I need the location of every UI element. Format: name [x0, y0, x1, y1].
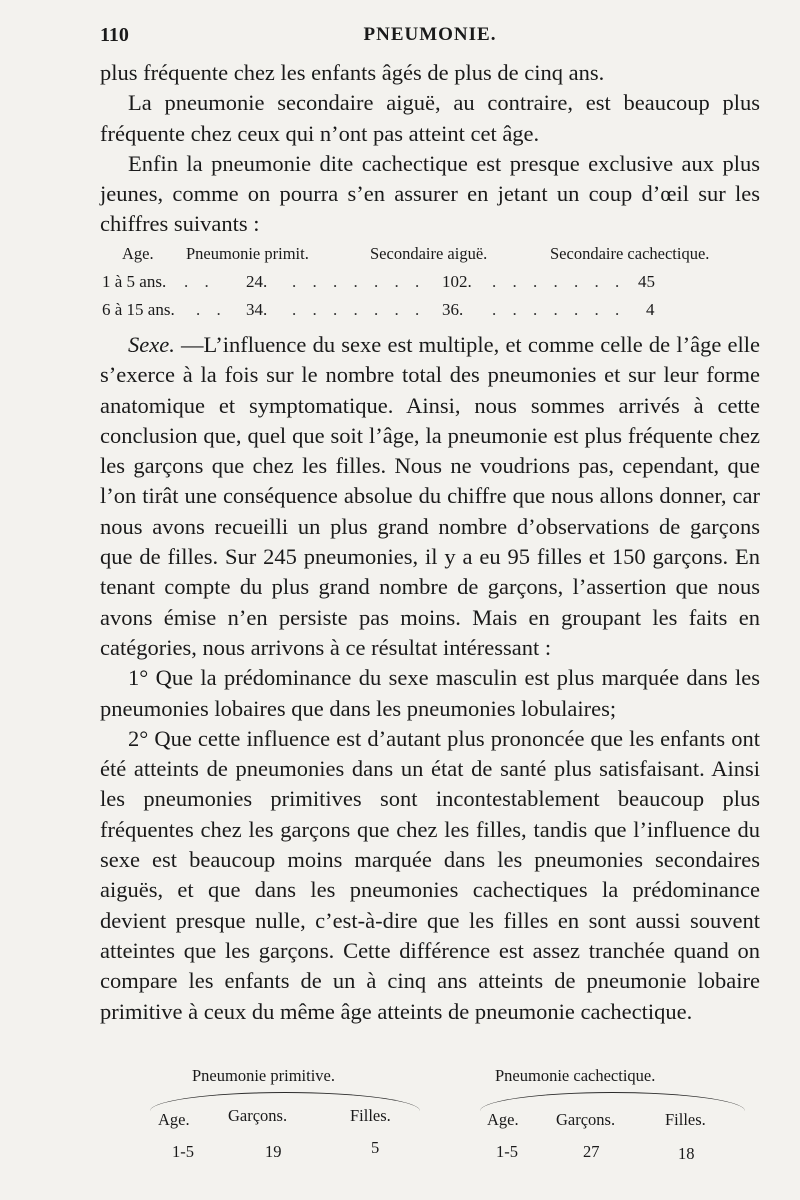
text-block-top [100, 58, 760, 240]
row-age: 1 à 5 ans. [102, 272, 167, 291]
paragraph-cachectique: Enfin la pneumonie dite cachectique est presque exclusive aux plus jeunes, comme on pourra s’en assurer en jetant un coup d’œil sur les chiffres suivants : [100, 150, 760, 237]
age-table [100, 240, 760, 324]
left-header-garcons: Garçons. [228, 1106, 288, 1125]
row-cachect: 4 [646, 300, 655, 319]
sexe-text: —L’influence du sexe est multiple, et comme celle de l’âge elle s’exerce à la fois sur le nombre total des pneumonies et sur leur forme anatomique et symptomatique. Ainsi, nous sommes arrivés à cette conclusion que, quel que soit l’âge, la pneumonie est plus fréquente chez les garçons que chez les filles. Nous ne voudrions pas, cependant, que l’on tirât une conséquence absolue du chiffre que nous allons donner, car nous avons recueilli un plus grand nombre d’observations de garçons que de filles. Sur 245 pneumonies, il y a eu 95 filles et 150 garçons. En tenant compte du plus grand nombre de garçons, l’assertion que nous avons émise n’en persiste pas moins. Mais en groupant les faits en catégories, nous arrivons à ce résultat intéressant : [100, 332, 760, 660]
table-row [100, 268, 760, 296]
right-row-age: 1-5 [496, 1142, 518, 1161]
left-header-filles: Filles. [350, 1106, 391, 1125]
left-row-filles: 5 [371, 1138, 380, 1157]
leader-dots: . . [196, 300, 227, 319]
sexe-label: Sexe. [128, 332, 175, 357]
header-primit: Pneumonie primit. [186, 244, 309, 263]
left-row-garcons: 19 [265, 1142, 282, 1161]
paragraph-point-2: 2° Que cette influence est d’autant plus prononcée que les enfants ont été atteints de pneumonies dans un état de santé plus satisfaisant. Ainsi les pneumonies primitives sont incontestablement beaucoup plus fréquentes chez les garçons que chez les filles, tandis que l’influence du sexe est beaucoup moins marquée dans les pneumonies secondaires aiguës, et que dans les pneumonies cachectiques la prédominance devient presque nulle, c’est-à-dire que les filles en sont aussi souvent atteintes que les garçons. Cette différence est assez tranchée quand on compare les enfants de un à cinq ans atteints de pneumonie lobaire primitive à ceux du même âge atteints de pneumonie cachectique. [100, 725, 760, 1024]
left-row-age: 1-5 [172, 1142, 194, 1161]
right-table-title: Pneumonie cachectique. [495, 1066, 656, 1085]
right-header-filles: Filles. [665, 1110, 706, 1129]
left-table-title: Pneumonie primitive. [192, 1066, 335, 1085]
right-header-garcons: Garçons. [556, 1110, 616, 1129]
row-aigue: 36. [442, 300, 464, 319]
age-table-header [100, 240, 760, 268]
header-aigue: Secondaire aiguë. [370, 244, 488, 263]
header-cachect: Secondaire cachectique. [550, 244, 710, 263]
leader-dots: . . . . . . . [292, 300, 426, 319]
paragraph-secondaire: La pneumonie secondaire aiguë, au contraire, est beaucoup plus fréquente chez ceux qui n’ont pas atteint cet âge. [100, 90, 760, 146]
paragraph-sexe [100, 330, 760, 663]
table-row [100, 296, 760, 324]
row-primit: 24. [246, 272, 268, 291]
header-age: Age. [122, 244, 154, 263]
left-header-age: Age. [158, 1110, 190, 1129]
right-row-filles: 18 [678, 1144, 695, 1163]
paragraph-point-1: 1° Que la prédominance du sexe masculin est plus marquée dans les pneumonies lobaires que dans les pneumonies lobulaires; [100, 665, 760, 721]
row-aigue: 102. [442, 272, 472, 291]
row-primit: 34. [246, 300, 268, 319]
running-title: PNEUMONIE. [363, 24, 497, 45]
text-block-bottom [100, 330, 760, 1027]
row-cachect: 45 [638, 272, 655, 291]
right-header-age: Age. [487, 1110, 519, 1129]
row-age: 6 à 15 ans. [102, 300, 175, 319]
sex-comparison-table [100, 1066, 760, 1196]
right-row-garcons: 27 [583, 1142, 600, 1161]
leader-dots: . . [184, 272, 215, 291]
page-number: 110 [100, 24, 129, 46]
leader-dots: . . . . . . . [492, 300, 626, 319]
leader-dots: . . . . . . . [292, 272, 426, 291]
leader-dots: . . . . . . . [492, 272, 626, 291]
page-header [100, 24, 760, 52]
paragraph-continuation: plus fréquente chez les enfants âgés de plus de cinq ans. [100, 60, 605, 85]
